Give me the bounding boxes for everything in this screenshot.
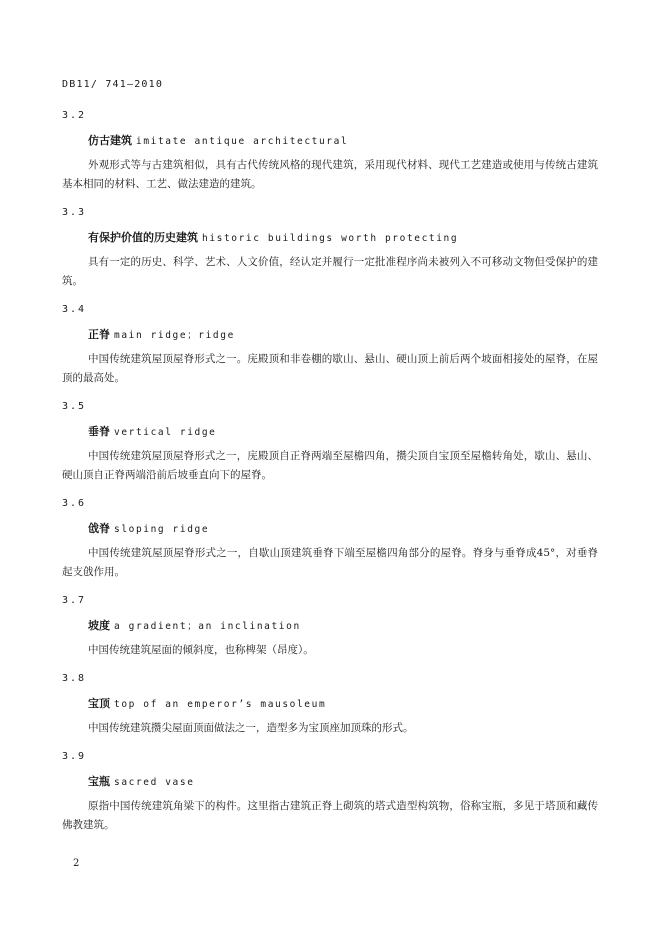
term-entry [62, 594, 598, 660]
clause-number: 3.6 [62, 498, 87, 509]
term-heading [62, 230, 598, 244]
term-english: imitate antique architectural [136, 136, 349, 147]
term-chinese: 宝瓶 [88, 775, 110, 788]
term-entry [62, 206, 598, 291]
term-heading [62, 696, 598, 710]
term-chinese: 正脊 [88, 328, 110, 341]
term-chinese: 仿古建筑 [88, 134, 132, 147]
term-english: top of an emperor’s mausoleum [114, 699, 327, 710]
term-heading [62, 424, 598, 438]
term-chinese: 有保护价值的历史建筑 [88, 231, 198, 244]
term-definition: 中国传统建筑屋顶屋脊形式之一，自歇山顶建筑垂脊下端至屋檐四角部分的屋脊。脊身与垂脊成45°，对垂脊起支戗作用。 [62, 547, 598, 578]
term-definition: 外观形式等与古建筑相似，具有古代传统风格的现代建筑，采用现代材料、现代工艺建造或使用与传统古建筑基本相同的材料、工艺、做法建造的建筑。 [62, 159, 598, 190]
clause-number: 3.2 [62, 110, 87, 121]
term-english: vertical ridge [114, 427, 217, 438]
term-english: a gradient；an inclination [114, 621, 301, 632]
term-chinese: 坡度 [88, 619, 110, 632]
term-entry [62, 497, 598, 582]
term-english: main ridge；ridge [114, 330, 235, 341]
term-definition: 具有一定的历史、科学、艺术、人文价值，经认定并履行一定批准程序尚未被列入不可移动文物但受保护的建筑。 [62, 256, 598, 287]
clause-number: 3.4 [62, 304, 87, 315]
term-entries [62, 109, 598, 835]
term-definition: 中国传统建筑屋面的倾斜度，也称椑架（昂度）。 [88, 644, 314, 656]
term-heading [62, 774, 598, 788]
term-definition: 中国传统建筑攒尖屋面顶面做法之一，造型多为宝顶座加顶珠的形式。 [88, 722, 414, 734]
clause-number: 3.5 [62, 401, 87, 412]
clause-number: 3.8 [62, 673, 87, 684]
term-entry [62, 109, 598, 194]
term-heading [62, 521, 598, 535]
term-definition: 中国传统建筑屋顶屋脊形式之一。庑殿顶和非卷棚的歇山、悬山、硬山顶上前后两个坡面相接处的屋脊，在屋顶的最高处。 [62, 353, 598, 384]
clause-number: 3.7 [62, 595, 87, 606]
term-english: sacred vase [114, 777, 195, 788]
term-entry [62, 750, 598, 835]
term-english: sloping ridge [114, 524, 210, 535]
clause-number: 3.3 [62, 207, 87, 218]
term-chinese: 垂脊 [88, 425, 110, 438]
clause-number: 3.9 [62, 751, 87, 762]
page-number: 2 [73, 858, 80, 869]
term-entry [62, 400, 598, 485]
term-heading [62, 327, 598, 341]
term-heading [62, 618, 598, 632]
term-chinese: 宝顶 [88, 697, 110, 710]
term-chinese: 戗脊 [88, 522, 110, 535]
term-english: historic buildings worth protecting [202, 233, 459, 244]
term-entry [62, 672, 598, 738]
term-entry [62, 303, 598, 388]
document-id-header: DB11/ 741—2010 [62, 79, 164, 90]
term-heading [62, 133, 598, 147]
term-definition: 原指中国传统建筑角梁下的构件。这里指古建筑正脊上砌筑的塔式造型构筑物，俗称宝瓶，多见于塔顶和藏传佛教建筑。 [62, 800, 598, 831]
term-definition: 中国传统建筑屋顶屋脊形式之一，庑殿顶自正脊两端至屋檐四角，攒尖顶自宝顶至屋檐转角处，歇山、悬山、硬山顶自正脊两端沿前后坡垂直向下的屋脊。 [62, 450, 598, 481]
